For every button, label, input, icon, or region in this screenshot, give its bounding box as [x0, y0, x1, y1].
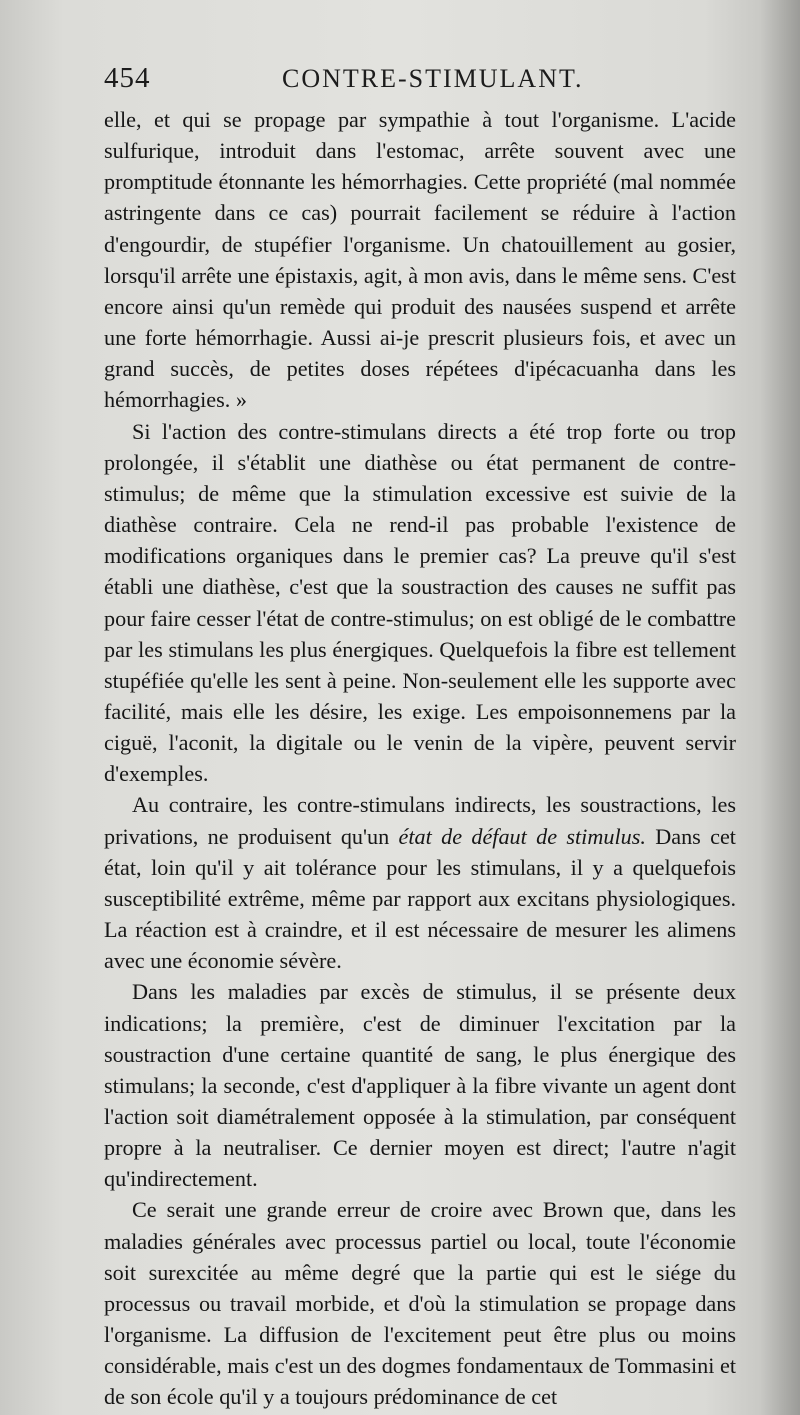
page-header	[104, 62, 736, 102]
paragraph-text-end: Dans cet état, loin qu'il y ait tolérance pour les stimulans, il y a quelquefois susceptibilité extrême, même par rapport aux excitans physiologiques. La réaction est à craindre, et il est nécessaire de mesurer les alimens avec une économie sévère.	[104, 823, 736, 974]
running-head: CONTRE-STIMULANT.	[282, 64, 584, 93]
paragraph-erreur-brown: Ce serait une grande erreur de croire avec Brown que, dans les maladies générales avec processus partiel ou local, toute l'économie soit surexcitée au même degré que la partie qui est le siége du processus ou travail morbide, et d'où la stimulation se propage dans l'organisme. La diffusion de l'excitement peut être plus ou moins considérable, mais c'est un des dogmes fondamentaux de Tommasini et de son école qu'il y a toujours prédominance de cet	[104, 1197, 736, 1410]
paragraph-contre-stimulans-indirects	[104, 789, 736, 976]
italic-phrase: état de défaut de stimulus.	[398, 823, 646, 849]
page-edge-shadow	[760, 0, 800, 1415]
paragraph-text-start: Au contraire, les contre-stimulans indirects, les soustractions, les privations, ne produisent qu'un	[104, 792, 736, 849]
paragraph-exces-de-stimulus: Dans les maladies par excès de stimulus, il se présente deux indications; la première, c'est de diminuer l'excitation par la soustraction d'une certaine quantité de sang, le plus énergique des stimulans; la seconde, c'est d'appliquer à la fibre vivante un agent dont l'action soit diamétralement opposée à la stimulation, par conséquent propre à la neutraliser. Ce dernier moyen est direct; l'autre n'agit qu'indirectement.	[104, 979, 736, 1192]
paragraph-continuation: elle, et qui se propage par sympathie à tout l'organisme. L'acide sulfurique, introduit dans l'estomac, arrête souvent avec une promptitude étonnante les hémorrhagies. Cette propriété (mal nommée astringente dans ce cas) pourrait facilement se réduire à l'action d'engourdir, de stupéfier l'organisme. Un chatouillement au gosier, lorsqu'il arrête une épistaxis, agit, à mon avis, dans le même sens. C'est encore ainsi qu'un remède qui produit des nausées suspend et arrête une forte hémorrhagie. Aussi ai-je prescrit plusieurs fois, et avec un grand succès, de petites doses répétees d'ipécacuanha dans les hémorrhagies. »	[104, 107, 736, 413]
page-number: 454	[104, 62, 151, 94]
paragraph-contre-stimulus-diathese: Si l'action des contre-stimulans directs a été trop forte ou trop prolongée, il s'établit une diathèse ou état permanent de contre-stimulus; de même que la stimulation excessive est suivie de la diathèse contraire. Cela ne rend-il pas probable l'existence de modifications organiques dans le premier cas? La preuve qu'il s'est établi une diathèse, c'est que la soustraction des causes ne suffit pas pour faire cesser l'état de contre-stimulus; on est obligé de le combattre par les stimulans les plus énergiques. Quelquefois la fibre est tellement stupéfiée qu'elle les sent à peine. Non-seulement elle les supporte avec facilité, mais elle les désire, les exige. Les empoisonnemens par la ciguë, l'aconit, la digitale ou le venin de la vipère, peuvent servir d'exemples.	[104, 418, 736, 787]
page-body	[104, 104, 736, 1413]
